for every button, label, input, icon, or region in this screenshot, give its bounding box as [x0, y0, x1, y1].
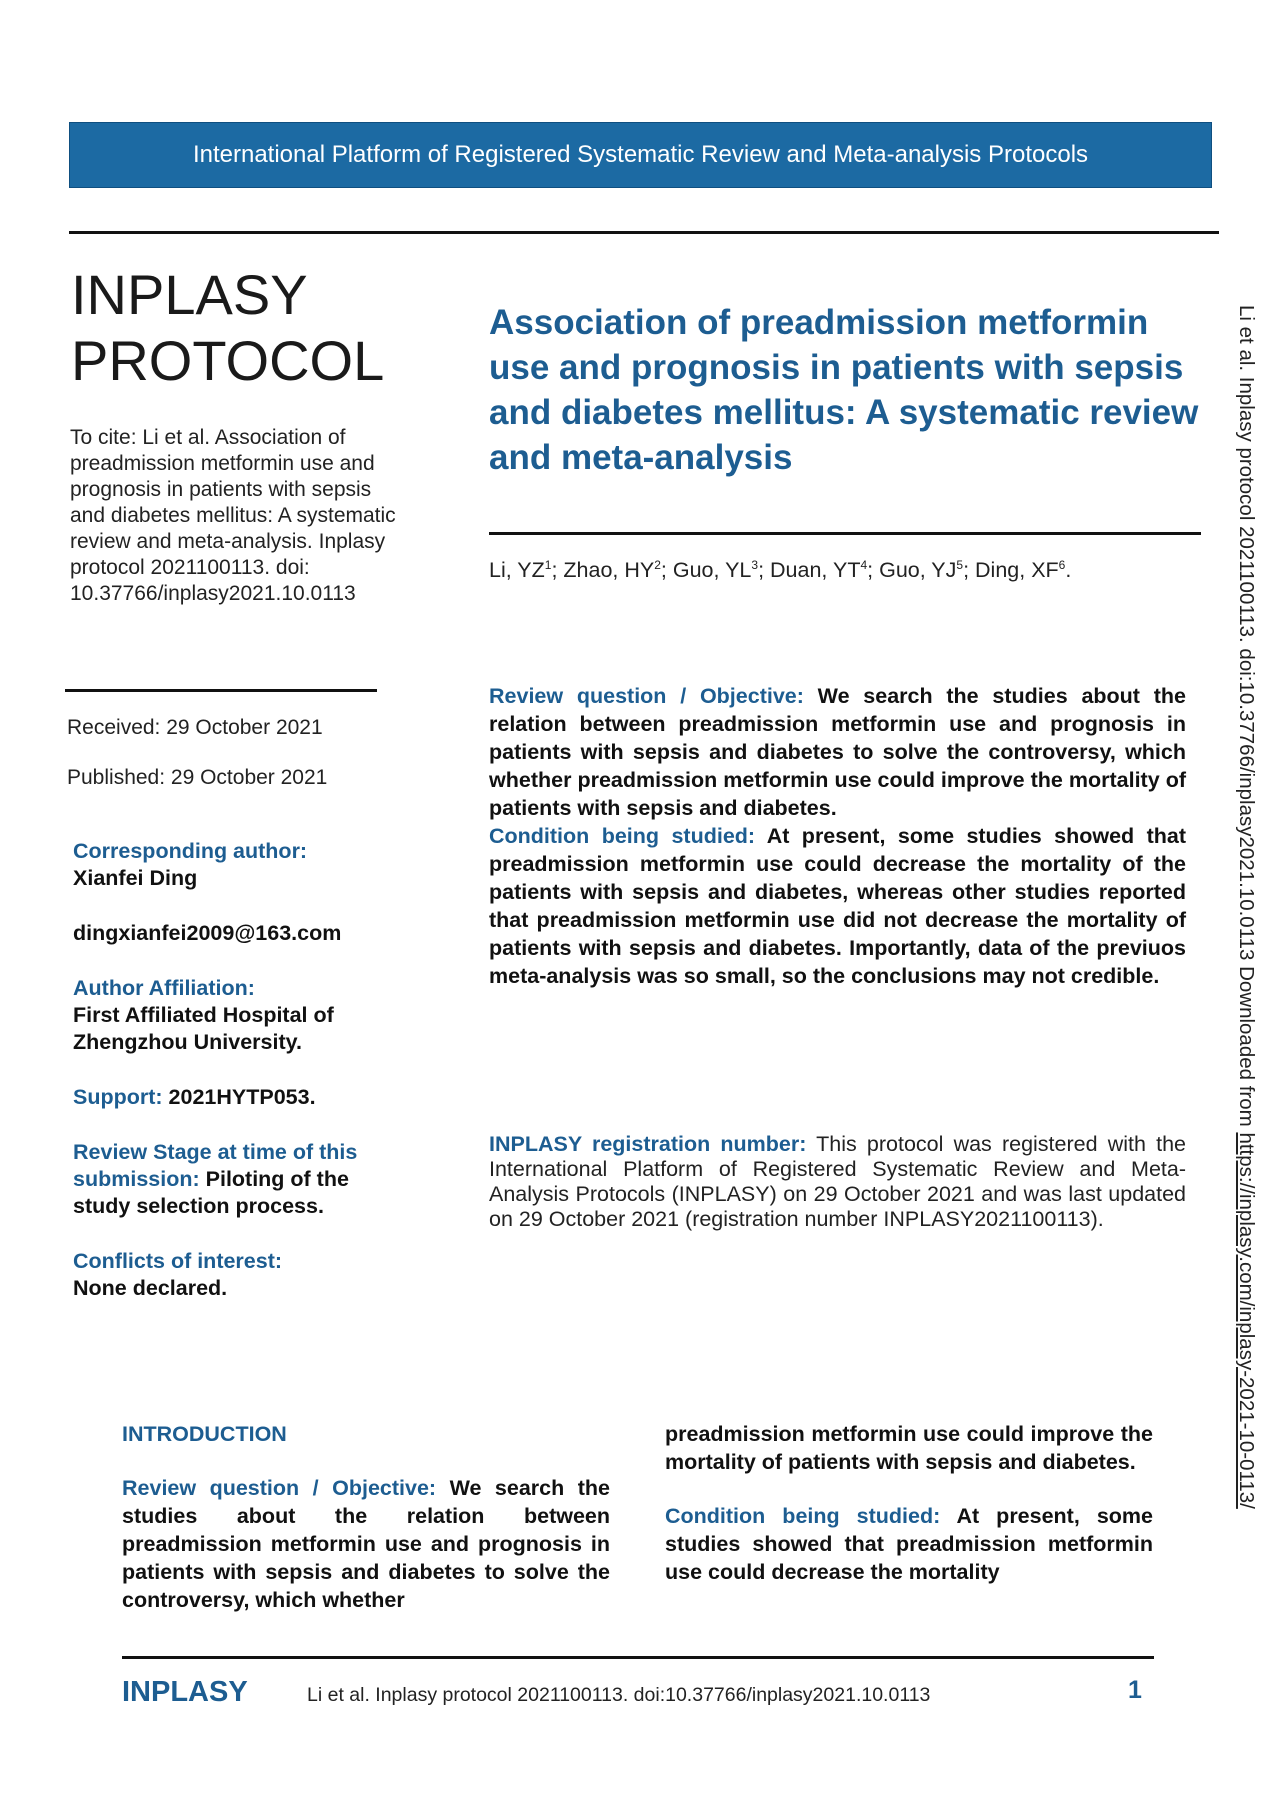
side-citation-text: Li et al. Inplasy protocol 2021100113. doi:10.37766/inplasy2021.10.0113 Downloaded from	[1235, 305, 1258, 1133]
abstract-condition	[489, 822, 1186, 990]
side-download-note	[1234, 305, 1258, 1509]
author-3: Guo, $YL^3$;	[672, 558, 771, 583]
protocol-label-line2: PROTOCOL	[71, 329, 385, 392]
body-review-text: We search the studies about the relation between preadmission metformin use and prognosis in patients with sepsis and diabetes to solve the controversy, which whether	[122, 1476, 610, 1612]
article-title: Association of preadmission metformin use and prognosis in patients with sepsis and diabetes mellitus: A systematic review and meta-analysis	[489, 303, 1199, 477]
body-condition-text: At present, some studies showed that preadmission metformin use could decrease the mortality	[665, 1504, 1153, 1584]
registration-note	[489, 1132, 1186, 1232]
author-2: Zhao, $HY^2$;	[563, 558, 673, 583]
author-6: Ding, $XF^6$.	[975, 558, 1072, 583]
header-banner: International Platform of Registered Systematic Review and Meta-analysis Protocols	[69, 122, 1212, 188]
body-right-column	[665, 1420, 1153, 1586]
protocol-label-line1: INPLASY	[71, 263, 308, 326]
author-4: Duan, $YT^4$;	[770, 558, 880, 583]
page-number: 1	[1128, 1676, 1142, 1704]
review-stage	[73, 1139, 403, 1220]
corresponding-author-label: Corresponding author:	[73, 839, 308, 863]
author-1: Li, $YZ^1$;	[489, 558, 564, 583]
received-date: Received: 29 October 2021	[67, 716, 323, 739]
body-review-label: Review question / Objective:	[122, 1476, 437, 1500]
citation-rule	[65, 689, 377, 692]
author-list	[489, 558, 1071, 583]
support-label: Support:	[73, 1085, 163, 1109]
abstract-review-text: We search the studies about the relation between preadmission metformin use and prognosis in patients with sepsis and diabetes to solve the controversy, which whether preadmission metformin use could improve the mortality of patients with sepsis and diabetes.	[489, 684, 1186, 820]
body-condition	[665, 1502, 1153, 1586]
published-date: Published: 29 October 2021	[67, 766, 328, 789]
footer-rule	[122, 1656, 1154, 1659]
protocol-label	[71, 262, 384, 394]
abstract-review-question	[489, 682, 1186, 822]
body-left-column	[122, 1420, 610, 1614]
author-5: Guo, $YJ^5$;	[879, 558, 976, 583]
review-stage-text: Piloting of the study selection process.	[73, 1167, 349, 1218]
review-stage-label: Review Stage at time of this submission:	[73, 1140, 358, 1191]
affiliation-label: Author Affiliation:	[73, 976, 255, 1000]
body-condition-label: Condition being studied:	[665, 1504, 941, 1528]
citation: To cite: Li et al. Association of preadmission metformin use and prognosis in patients with sepsis and diabetes mellitus: A systematic review and meta-analysis. Inplasy protocol 2021100113. doi: 10.37766/inplasy2021.10.0113	[70, 426, 396, 605]
side-download-link[interactable]: https://inplasy.com/inplasy-2021-10-0113/	[1235, 1132, 1258, 1509]
abstract-condition-label: Condition being studied:	[489, 824, 756, 848]
support-line	[73, 1084, 403, 1111]
corresponding-author-name: Xianfei Ding	[73, 866, 198, 890]
author-email[interactable]: dingxianfei2009@163.com	[73, 921, 342, 945]
title-rule	[489, 532, 1201, 535]
affiliation-text: First Affiliated Hospital of Zhengzhou University.	[73, 1003, 334, 1054]
registration-text: This protocol was registered with the International Platform of Registered Systematic Review and Meta-Analysis Protocols (INPLASY) on 29 October 2021 and was last updated on 29 October 2021 (registration number INPLASY2021100113).	[489, 1132, 1186, 1231]
body-review-continued: preadmission metformin use could improve the mortality of patients with sepsis and diabetes.	[665, 1422, 1153, 1474]
registration-label: INPLASY registration number:	[489, 1132, 807, 1156]
introduction-heading: INTRODUCTION	[122, 1422, 287, 1446]
header-rule	[69, 231, 1219, 234]
footer-logo: INPLASY	[122, 1676, 248, 1708]
conflicts-text: None declared.	[73, 1276, 228, 1300]
footer-citation: Li et al. Inplasy protocol 2021100113. doi:10.37766/inplasy2021.10.0113	[307, 1684, 931, 1706]
conflicts-label: Conflicts of interest:	[73, 1249, 283, 1273]
abstract	[489, 682, 1186, 990]
support-text: 2021HYTP053.	[168, 1085, 316, 1109]
abstract-review-label: Review question / Objective:	[489, 684, 804, 708]
sidebar-info	[73, 838, 403, 1302]
body-review-question	[122, 1474, 610, 1614]
abstract-condition-text: At present, some studies showed that preadmission metformin use could decrease the mortality of the patients with sepsis and diabetes, whereas other studies reported that preadmission metformin use did not decrease the mortality of patients with sepsis and diabetes. Importantly, data of the previuos meta-analysis was so small, so the conclusions may not credible.	[489, 824, 1186, 988]
